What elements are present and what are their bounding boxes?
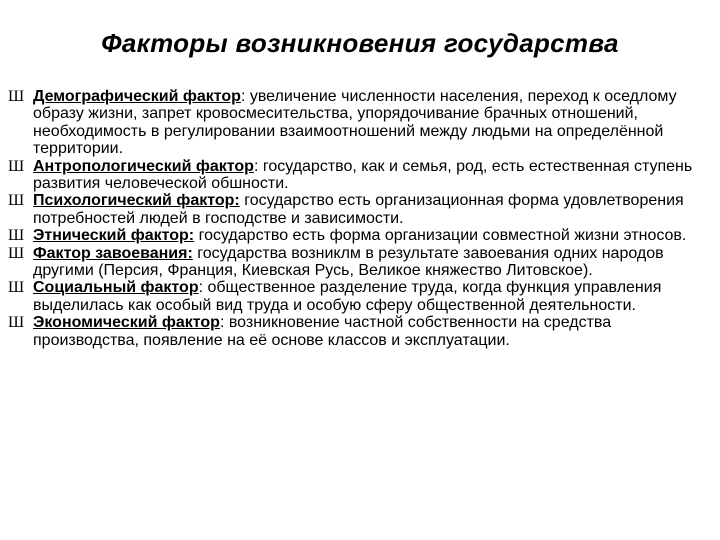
factor-term: Психологический фактор: [33,192,240,210]
factor-description: общественное разделение труда, когда функция управления выделилась как особый вид труда и особую сферу общественной деятельности. [33,279,662,314]
factor-description: государство есть форма организации совместной жизни этносов. [198,227,687,245]
bullet-icon: Ш [8,227,25,245]
factor-description: увеличение численности населения, переход к оседлому образу жизни, запрет кровосмесительства, упорядочивание брачных отношений, необходимость в регулировании взаимоотношений между людьми на определённой территории. [33,88,677,158]
term-separator: : [219,314,229,332]
slide-title: Факторы возникновения государства [101,28,619,58]
factor-list [8,88,708,349]
factor-description: государство, как и семья, род, есть естественная ступень развития человеческой обшности. [33,157,693,193]
bullet-icon: Ш [8,314,25,332]
factor-term: Экономический фактор [33,314,220,332]
factor-description: возникновение частной собственности на средства производства, появление на её основе классов и эксплуатации. [33,314,612,349]
bullet-icon: Ш [8,244,25,262]
factor-term: Демографический фактор [33,88,241,105]
bullet-icon: Ш [8,88,25,105]
factor-item-ethnic [8,227,708,244]
term-separator: : [240,88,250,105]
factor-item-psychological [8,192,708,227]
term-separator: : [198,279,208,297]
factor-term: Фактор завоевания: [33,244,193,262]
factor-term: Этнический фактор: [33,227,195,245]
factor-item-social [8,279,708,314]
bullet-icon: Ш [8,279,25,297]
term-separator: : [253,157,263,175]
factor-description: государства возниклм в результате завоевания одних народов другими (Персия, Франция, Киевская Русь, Великое княжество Литовское). [33,244,664,280]
factor-term: Антропологический фактор [33,157,254,175]
factor-item-conquest [8,245,708,280]
bullet-icon: Ш [8,157,25,175]
factor-description: государство есть организационная форма удовлетворения потребностей людей в господстве и зависимости. [33,192,684,227]
factor-item-economic [8,314,708,349]
factor-item-demographic [8,88,708,158]
factor-term: Социальный фактор [33,279,199,297]
bullet-icon: Ш [8,192,25,210]
factor-item-anthropological [8,158,708,193]
